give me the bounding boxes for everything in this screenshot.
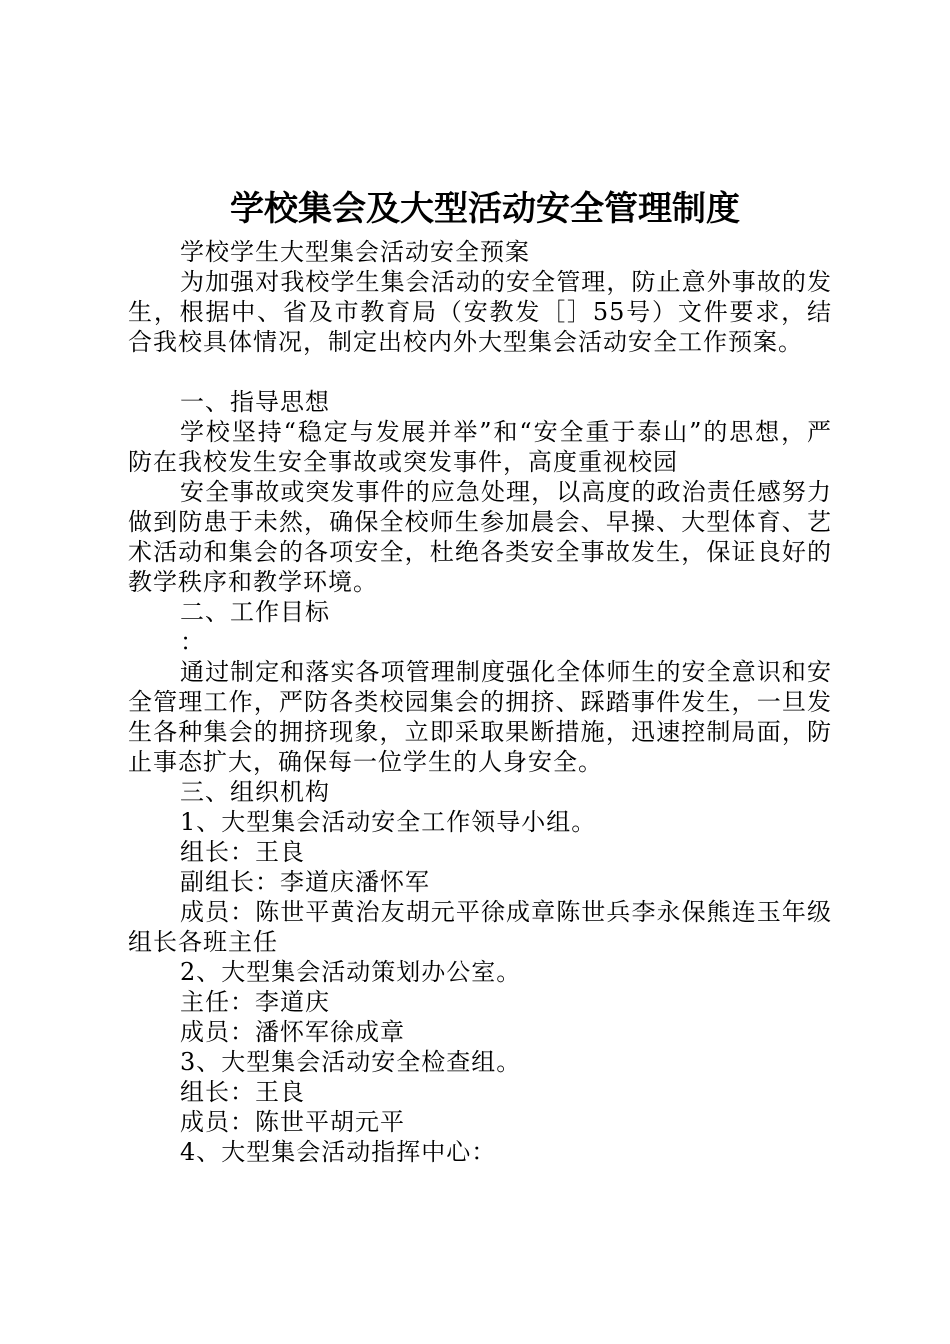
section-heading-work-goals: 二、工作目标: [180, 598, 330, 626]
list-item-deputy-leader: 副组长：李道庆潘怀军: [180, 868, 430, 896]
list-item-office-members: 成员：潘怀军徐成章: [180, 1018, 405, 1046]
document-title: 学校集会及大型活动安全管理制度: [230, 189, 740, 229]
paragraph-guiding-ideology: 学校坚持“稳定与发展并举”和“安全重于泰山”的思想，严防在我校发生安全事故或突发事件，高度重视校园: [128, 418, 832, 476]
paragraph-plan-title: 学校学生大型集会活动安全预案: [180, 238, 530, 266]
list-item-planning-office: 2、大型集会活动策划办公室。: [180, 958, 522, 986]
list-item-leadership-group: 1、大型集会活动安全工作领导小组。: [180, 808, 597, 836]
list-item-command-center: 4、大型集会活动指挥中心：: [180, 1138, 497, 1166]
list-item-director: 主任：李道庆: [180, 988, 330, 1016]
paragraph-colon: ：: [180, 628, 205, 656]
section-heading-organization: 三、组织机构: [180, 778, 330, 806]
list-item-inspection-members: 成员：陈世平胡元平: [180, 1108, 405, 1136]
blank-line: [128, 357, 832, 387]
paragraph-work-goals: 通过制定和落实各项管理制度强化全体师生的安全意识和安全管理工作，严防各类校园集会的拥挤、踩踏事件发生，一旦发生各种集会的拥挤现象，立即采取果断措施，迅速控制局面，防止事态扩大，确保每一位学生的人身安全。: [128, 658, 832, 776]
paragraph-intro: 为加强对我校学生集会活动的安全管理，防止意外事故的发生，根据中、省及市教育局（安教发［］55号）文件要求，结合我校具体情况，制定出校内外大型集会活动安全工作预案。: [128, 268, 832, 356]
section-heading-guiding-ideology: 一、指导思想: [180, 388, 330, 416]
list-item-leader: 组长：王良: [180, 838, 305, 866]
paragraph-emergency-handling: 安全事故或突发事件的应急处理，以高度的政治责任感努力做到防患于未然，确保全校师生参加晨会、早操、大型体育、艺术活动和集会的各项安全，杜绝各类安全事故发生，保证良好的教学秩序和教学环境。: [128, 478, 832, 596]
list-item-inspection-leader: 组长：王良: [180, 1078, 305, 1106]
list-item-inspection-group: 3、大型集会活动安全检查组。: [180, 1048, 522, 1076]
list-item-members: 成员：陈世平黄治友胡元平徐成章陈世兵李永保熊连玉年级组长各班主任: [128, 898, 832, 956]
document-body: [128, 237, 832, 1167]
